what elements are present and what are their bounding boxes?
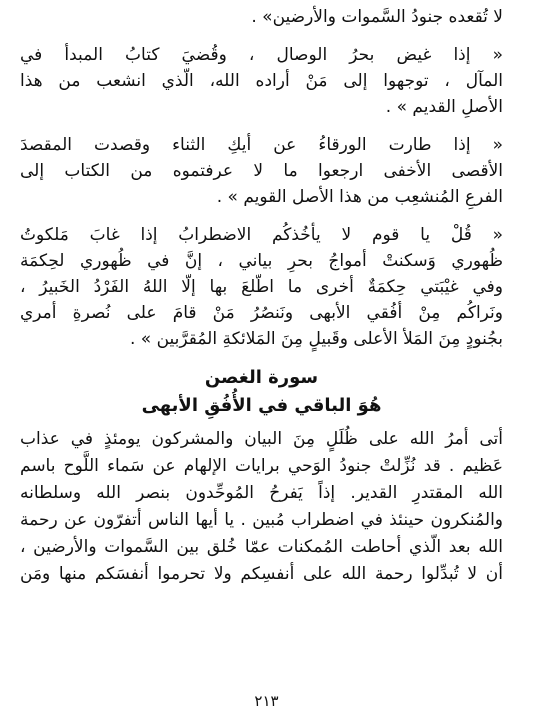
text-line: أتى أمرُ الله على ظُلَلٍ مِنَ البيان والمشركون يومئذٍ في عذاب <box>20 429 503 449</box>
text-line: ونَراكُم مِنْ أفُقي الأبهى ونَنصُرُ مَنْ قامَ على نُصرةِ أمري <box>20 303 503 323</box>
text-line: أن لا تُبدِّلوا رحمة الله على أنفسِكم ولا تحرموا أنفسَكم منها ومَن <box>20 564 503 584</box>
section-title: سورة الغصن <box>204 367 319 388</box>
text-line: وفي غيْبَتي حِكمَةٌ أخرى ما اطّلعَ بها إلّا اللهُ الفَرْدُ الخَبيرُ ، <box>20 277 503 297</box>
text-line: المآل ، توجهوا إلى مَنْ أراده الله، الّذي انشعب من هذا <box>20 71 503 91</box>
page-number: ٢١٣ <box>254 692 279 710</box>
text-line: « إذا غيض بحرُ الوصال ، وقُضيَ كتابُ المبدأ في <box>20 45 503 65</box>
text-line: « قُلْ يا قوم لا يأخُذكُم الاضطرابُ إذا غابَ مَلكوتُ <box>20 225 503 245</box>
paragraph-4 <box>20 222 503 352</box>
text-line: بجُنودٍ مِنَ المَلأ الأعلى وقَبيلٍ مِنَ المَلائكةِ المُقرَّبين » . <box>129 329 503 349</box>
text-line: لا تُقعده جنودُ السَّموات والأرضين» . <box>251 7 503 27</box>
paragraph-3 <box>20 132 503 210</box>
text-line: الأصلِ القديم » . <box>385 97 503 117</box>
text-line: « إذا طارت الورقاءُ عن أيكِ الثناء وقصدت المقصدَ <box>20 135 503 155</box>
paragraph-2 <box>20 42 503 120</box>
text-line: الفرعِ المُنشعِب من هذا الأصل القويم » . <box>216 187 503 207</box>
text-line: عَظيم . قد نُزِّلتْ جنودُ الوَحي برايات الإلهام عن سَماء اللَّوح باسم <box>20 456 503 476</box>
text-line: ظُهوري وَسكنتْ أمواجُ بحرِ بياني ، إنَّ في ظُهوري لحِكمَة <box>20 251 503 271</box>
section-body <box>20 426 503 588</box>
text-line: الله المقتدرِ القدير. إذاً يَفرحُ المُوحِّدون بنصر الله وسلطانه <box>20 483 503 503</box>
section-subtitle: هُوَ الباقي في الأُفُقِ الأبهى <box>141 395 382 416</box>
text-line: الله بعد الّذي أحاطت المُمكنات عمّا خُلق بين السَّموات والأرضين ، <box>20 537 503 557</box>
text-line: الأقصى الأخفى ارجعوا ما لا عرفتموه من الكتاب إلى <box>20 161 503 181</box>
paragraph-1 <box>20 4 503 30</box>
text-line: والمُنكرون حينئذ في اضطراب مُبين . يا أيها الناس أتفرّون عن رحمة <box>20 510 503 530</box>
